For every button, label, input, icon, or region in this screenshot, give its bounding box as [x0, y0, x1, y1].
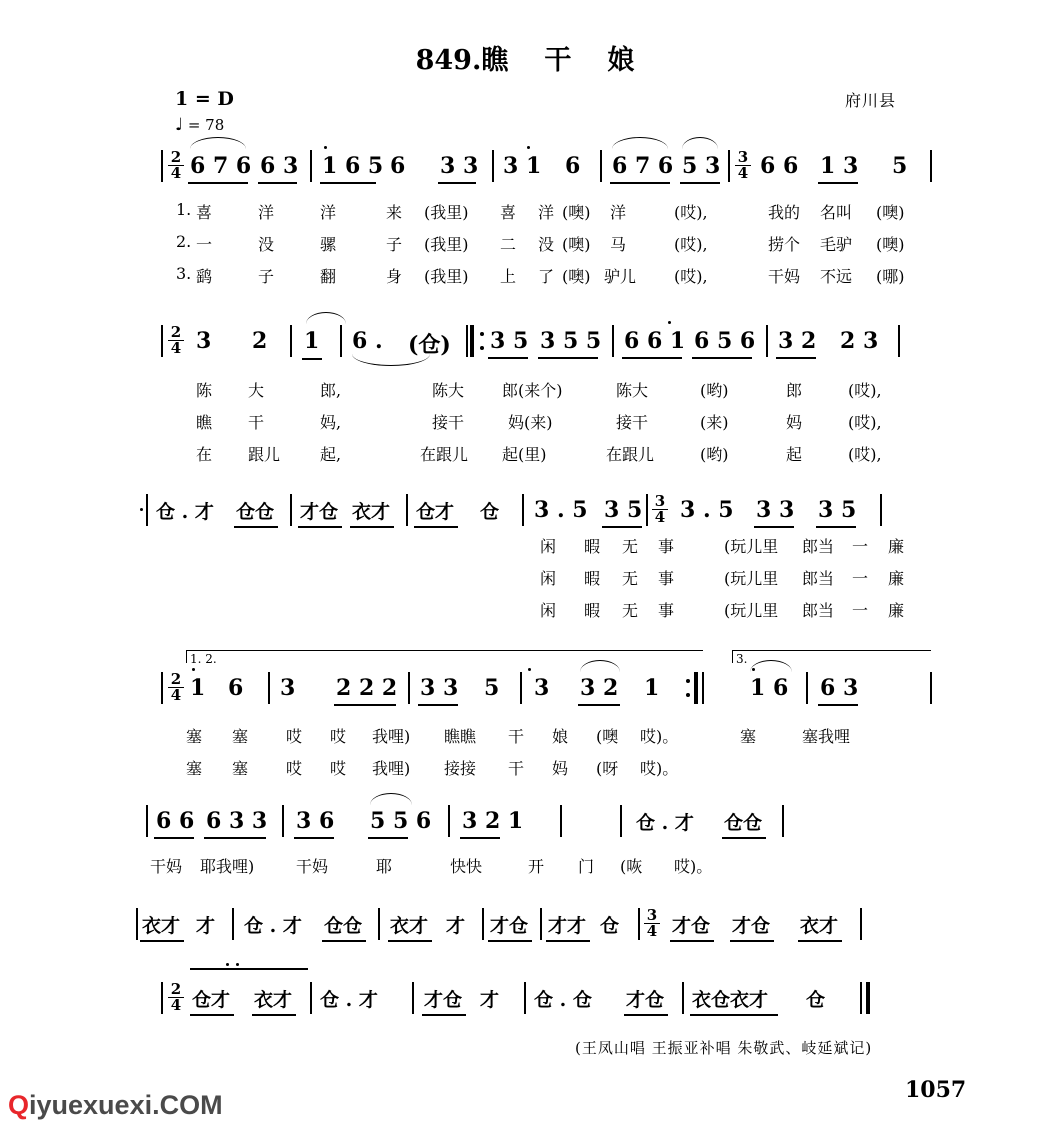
lyric-syllable: 陈大 — [616, 381, 649, 400]
percussion-group: 才仓 — [300, 501, 339, 523]
time-signature-2-4-s1: 2 4 — [168, 150, 184, 181]
barline — [620, 805, 622, 837]
lyric-syllable: 塞 — [232, 727, 249, 746]
note-group: 1 — [644, 675, 660, 701]
watermark-q: Q — [8, 1090, 30, 1120]
lyric-syllable: 洋 — [320, 203, 337, 222]
barline — [728, 150, 730, 182]
lyric-syllable: 廉 — [888, 601, 905, 620]
lyric-syllable: 无 — [622, 537, 639, 556]
note-group: 6 5 6 — [694, 328, 756, 354]
note-group: 3 . 5 — [680, 497, 734, 523]
tempo-value: = 78 — [187, 116, 225, 134]
lyric-syllable: 郎当 — [802, 601, 835, 620]
lyric-syllable: 干 — [508, 727, 525, 746]
note-group: 3 5 — [818, 497, 857, 523]
lyric-syllable: 郎, — [320, 381, 342, 400]
lyric-syllable: 一 — [852, 537, 869, 556]
lyric-syllable: 洋 — [538, 203, 555, 222]
lyric-syllable: 在 — [196, 445, 213, 464]
note-group: 1 6 — [750, 675, 789, 701]
lyric-syllable: (噢 — [596, 727, 619, 746]
percussion-group: 仓仓 — [236, 501, 275, 523]
barline — [290, 494, 292, 526]
volta-label-3: 3. — [736, 652, 748, 666]
percussion-group: 才仓 — [732, 915, 771, 937]
lyric-syllable: 子 — [258, 267, 275, 286]
barline — [540, 908, 542, 940]
lyric-syllable: 我哩) — [372, 727, 411, 746]
lyric-syllable: 无 — [622, 569, 639, 588]
lyric-syllable: 事 — [658, 537, 675, 556]
percussion-group: 仓才 — [192, 989, 231, 1011]
percussion-group: 才仓 — [626, 989, 665, 1011]
lyric-syllable: (玩儿里 — [724, 569, 779, 588]
lyric-syllable: 哎 — [330, 759, 347, 778]
note-group: 6 3 3 — [206, 808, 268, 834]
barline — [880, 494, 882, 526]
note-group: 3 3 — [440, 153, 479, 179]
lyric-syllable: 鹞 — [196, 267, 213, 286]
lyric-syllable: 起 — [786, 445, 803, 464]
time-signature-2-4-s2: 2 4 — [168, 325, 184, 356]
lyric-syllable: (咴 — [620, 857, 643, 876]
title-char-3: 娘 — [607, 45, 637, 76]
lyric-syllable: (噢) — [562, 235, 591, 254]
barline — [161, 982, 163, 1014]
barline — [930, 672, 932, 704]
lyric-line-number: 2. — [176, 232, 192, 251]
percussion-group: 才 — [446, 915, 466, 937]
note-group: (仓) — [408, 332, 451, 358]
volta-label-1-2: 1. 2. — [190, 652, 217, 666]
percussion-group: 才仓 — [424, 989, 463, 1011]
barline — [146, 494, 148, 526]
note-group: 2 2 2 — [336, 675, 398, 701]
note-group: 6 3 — [260, 153, 299, 179]
note-group: 1 — [190, 675, 206, 701]
lyric-syllable: (噢) — [876, 235, 905, 254]
barline — [482, 908, 484, 940]
barline — [146, 805, 148, 837]
lyric-syllable: 起, — [320, 445, 342, 464]
barline — [806, 672, 808, 704]
lyric-syllable: 不远 — [820, 267, 853, 286]
lyric-syllable: 开 — [528, 857, 545, 876]
lyric-syllable: 干 — [248, 413, 265, 432]
title-number: 849. — [415, 45, 482, 76]
percussion-group: 仓 . 才 — [636, 812, 694, 834]
lyric-syllable: 一 — [852, 569, 869, 588]
barline — [524, 982, 526, 1014]
lyric-syllable: (我里) — [424, 203, 469, 222]
percussion-group: 仓 — [600, 915, 620, 937]
barline — [136, 908, 138, 940]
percussion-group: 仓 . 才 — [156, 501, 214, 523]
page-number: 1057 — [905, 1077, 967, 1103]
barline — [766, 325, 768, 357]
lyric-syllable: 郎当 — [802, 569, 835, 588]
lyric-syllable: 来 — [386, 203, 403, 222]
barline — [860, 908, 862, 940]
lyric-syllable: 跟儿 — [248, 445, 281, 464]
percussion-group: 仓 . 仓 — [534, 989, 592, 1011]
lyric-syllable: 无 — [622, 601, 639, 620]
percussion-group: 衣仓衣才 — [692, 989, 769, 1011]
lyric-syllable: 闲 — [540, 601, 557, 620]
title-char-1: 瞧 — [481, 45, 511, 76]
percussion-group: 衣才 — [390, 915, 429, 937]
note-group: 5 3 — [682, 153, 721, 179]
lyric-syllable: 我哩) — [372, 759, 411, 778]
barline — [161, 325, 163, 357]
lyric-syllable: 妈(来) — [508, 413, 553, 432]
key-signature: 1 = D — [175, 88, 234, 110]
time-signature-3-4-s1: 3 4 — [735, 150, 751, 181]
percussion-group: 仓仓 — [324, 915, 363, 937]
barline — [412, 982, 414, 1014]
note-group: 3 5 — [604, 497, 643, 523]
lyric-syllable: 哎 — [286, 759, 303, 778]
lyric-syllable: 门 — [578, 857, 595, 876]
lyric-line-number: 3. — [176, 264, 192, 283]
percussion-group: 才仓 — [490, 915, 529, 937]
lyric-syllable: 耶我哩) — [200, 857, 255, 876]
lyric-syllable: 一 — [196, 235, 213, 254]
percussion-group: 仓 — [806, 989, 826, 1011]
barline — [310, 150, 312, 182]
note-group: 3 6 — [296, 808, 335, 834]
lyric-syllable: 起(里) — [502, 445, 547, 464]
title-char-2: 干 — [544, 45, 574, 76]
lyric-syllable: 塞 — [740, 727, 757, 746]
barline — [406, 494, 408, 526]
lyric-syllable: 闲 — [540, 537, 557, 556]
lyric-syllable: (噢) — [876, 203, 905, 222]
lyric-syllable: 没 — [538, 235, 555, 254]
lyric-syllable: 哎)。 — [640, 727, 679, 746]
page-title — [0, 38, 1052, 77]
barline — [290, 325, 292, 357]
lyric-syllable: 喜 — [500, 203, 517, 222]
credit-line: (王凤山唱 王振亚补唱 朱敬武、岐延斌记) — [575, 1039, 873, 1057]
note-group: 1 — [304, 328, 320, 354]
barline — [408, 672, 410, 704]
lyric-syllable: (我里) — [424, 235, 469, 254]
note-group: 3 2 — [778, 328, 817, 354]
lyric-syllable: (噢) — [562, 203, 591, 222]
note-group: 6 — [390, 153, 406, 179]
lyric-syllable: 子 — [386, 235, 403, 254]
lyric-syllable: 在跟儿 — [606, 445, 655, 464]
lyric-syllable: 骡 — [320, 235, 337, 254]
lyric-syllable: 瞧瞧 — [444, 727, 477, 746]
percussion-group: 才仓 — [672, 915, 711, 937]
lyric-syllable: 捞个 — [768, 235, 801, 254]
lyric-syllable: 喜 — [196, 203, 213, 222]
note-group: 2 — [252, 328, 268, 354]
watermark — [8, 1090, 223, 1121]
note-group: 6 — [565, 153, 581, 179]
lyric-syllable: 哎 — [286, 727, 303, 746]
note-group: 2 3 — [840, 328, 879, 354]
barline — [646, 494, 648, 526]
note-group: 3 1 — [503, 153, 542, 179]
lyric-syllable: 妈 — [552, 759, 569, 778]
lyric-syllable: (哟) — [700, 381, 729, 400]
lyric-syllable: 郎当 — [802, 537, 835, 556]
percussion-group: 才才 — [548, 915, 587, 937]
barline — [448, 805, 450, 837]
lyric-syllable: 哎)。 — [640, 759, 679, 778]
lyric-syllable: 接接 — [444, 759, 477, 778]
lyric-syllable: 陈大 — [432, 381, 465, 400]
lyric-syllable: (呀 — [596, 759, 619, 778]
time-signature-3-4-s6: 3 4 — [644, 908, 660, 939]
lyric-syllable: (哎), — [848, 381, 882, 400]
lyric-syllable: (哎), — [674, 235, 708, 254]
lyric-syllable: 塞 — [186, 759, 203, 778]
note-group: 6 3 — [820, 675, 859, 701]
lyric-syllable: 我的 — [768, 203, 801, 222]
lyric-syllable: 身 — [386, 267, 403, 286]
lyric-syllable: 瞧 — [196, 413, 213, 432]
lyric-syllable: 接干 — [616, 413, 649, 432]
percussion-group: 衣才 — [142, 915, 181, 937]
lyric-syllable: (哎), — [674, 203, 708, 222]
percussion-group: 仓 — [480, 501, 500, 523]
lyric-syllable: 暇 — [584, 569, 601, 588]
lyric-syllable: 郎 — [786, 381, 803, 400]
lyric-syllable: 郎(来个) — [502, 381, 563, 400]
barline — [492, 150, 494, 182]
note-group: 3 — [196, 328, 212, 354]
lyric-syllable: 廉 — [888, 569, 905, 588]
lyric-syllable: 没 — [258, 235, 275, 254]
lyric-syllable: 干 — [508, 759, 525, 778]
lyric-syllable: (玩儿里 — [724, 537, 779, 556]
barline — [520, 672, 522, 704]
percussion-group: 仓 . 才 — [244, 915, 302, 937]
barline — [522, 494, 524, 526]
barline — [310, 982, 312, 1014]
barline — [898, 325, 900, 357]
note-group: 6 6 1 — [624, 328, 686, 354]
time-signature-2-4-s7: 2 4 — [168, 982, 184, 1013]
lyric-syllable: (哎), — [674, 267, 708, 286]
barline — [161, 150, 163, 182]
volta-bracket-1-2 — [186, 650, 703, 663]
barline — [161, 672, 163, 704]
lyric-syllable: 二 — [500, 235, 517, 254]
lyric-syllable: 大 — [248, 381, 265, 400]
lyric-syllable: 暇 — [584, 601, 601, 620]
note-group: 3 2 — [580, 675, 619, 701]
watermark-text: iyuexuexi.COM — [29, 1090, 223, 1120]
lyric-syllable: 塞 — [186, 727, 203, 746]
lyric-syllable: 翻 — [320, 267, 337, 286]
note-group: 3 5 5 — [540, 328, 602, 354]
barline — [782, 805, 784, 837]
note-group: 1 6 5 — [322, 153, 384, 179]
time-signature-3-4-s3: 3 4 — [652, 494, 668, 525]
note-group: 3 — [534, 675, 550, 701]
lyric-syllable: 快快 — [450, 857, 483, 876]
barline — [560, 805, 562, 837]
note-group: 6 7 6 — [190, 153, 252, 179]
lyric-syllable: 妈, — [320, 413, 342, 432]
barline — [268, 672, 270, 704]
lyric-syllable: (哪) — [876, 267, 905, 286]
lyric-syllable: 驴儿 — [604, 267, 637, 286]
lyric-syllable: 了 — [538, 267, 555, 286]
percussion-group: 衣才 — [352, 501, 391, 523]
lyric-syllable: 干妈 — [768, 267, 801, 286]
barline — [930, 150, 932, 182]
note-group: 5 5 6 — [370, 808, 432, 834]
lyric-syllable: 妈 — [786, 413, 803, 432]
note-group: 6 7 6 — [612, 153, 674, 179]
note-group: 3 3 — [420, 675, 459, 701]
note-group: 6 — [228, 675, 244, 701]
lyric-syllable: 陈 — [196, 381, 213, 400]
barline — [282, 805, 284, 837]
lyric-syllable: 事 — [658, 601, 675, 620]
barline — [682, 982, 684, 1014]
time-signature-2-4-s4: 2 4 — [168, 672, 184, 703]
percussion-group: 仓仓 — [724, 812, 763, 834]
lyric-syllable: (哎), — [848, 413, 882, 432]
note-group: 6 6 — [156, 808, 195, 834]
lyric-syllable: 毛驴 — [820, 235, 853, 254]
lyric-syllable: 干妈 — [150, 857, 183, 876]
lyric-syllable: (来) — [700, 413, 729, 432]
lyric-syllable: 暇 — [584, 537, 601, 556]
lyric-syllable: (哟) — [700, 445, 729, 464]
lyric-syllable: 一 — [852, 601, 869, 620]
barline — [638, 908, 640, 940]
lyric-syllable: 耶 — [376, 857, 393, 876]
lyric-syllable: 娘 — [552, 727, 569, 746]
lyric-syllable: 事 — [658, 569, 675, 588]
percussion-group: 衣才 — [254, 989, 293, 1011]
lyric-syllable: 塞我哩 — [802, 727, 851, 746]
note-group: 6 6 — [760, 153, 799, 179]
note-group: 3 3 — [756, 497, 795, 523]
lyric-syllable: (玩儿里 — [724, 601, 779, 620]
lyric-line-number: 1. — [176, 200, 192, 219]
lyric-syllable: 廉 — [888, 537, 905, 556]
lyric-syllable: (哎), — [848, 445, 882, 464]
note-group: 3 — [280, 675, 296, 701]
lyric-syllable: 哎)。 — [674, 857, 713, 876]
barline — [340, 325, 342, 357]
note-group: 3 5 — [490, 328, 529, 354]
lyric-syllable: 接干 — [432, 413, 465, 432]
percussion-group: 才 — [196, 915, 216, 937]
lyric-syllable: (我里) — [424, 267, 469, 286]
lyric-syllable: 闲 — [540, 569, 557, 588]
quarter-note-icon: ♩ — [175, 115, 184, 135]
barline — [378, 908, 380, 940]
note-group: 6 . — [352, 328, 383, 354]
lyric-syllable: 洋 — [258, 203, 275, 222]
note-group: 3 2 1 — [462, 808, 524, 834]
percussion-group: 才 — [480, 989, 500, 1011]
percussion-group: 仓才 — [416, 501, 455, 523]
lyric-syllable: 在跟儿 — [420, 445, 469, 464]
lyric-syllable: 塞 — [232, 759, 249, 778]
barline — [232, 908, 234, 940]
note-group: 5 — [892, 153, 908, 179]
lyric-syllable: 干妈 — [296, 857, 329, 876]
lyric-syllable: 哎 — [330, 727, 347, 746]
percussion-group: 衣才 — [800, 915, 839, 937]
region-label: 府川县 — [845, 91, 897, 110]
lyric-syllable: 洋 — [610, 203, 627, 222]
note-group: 1 3 — [820, 153, 859, 179]
lyric-syllable: 名叫 — [820, 203, 853, 222]
percussion-group: 仓 . 才 — [320, 989, 378, 1011]
note-group: 3 . 5 — [534, 497, 588, 523]
lyric-syllable: (噢) — [562, 267, 591, 286]
barline — [600, 150, 602, 182]
barline — [612, 325, 614, 357]
lyric-syllable: 马 — [610, 235, 627, 254]
tempo-marking — [175, 115, 224, 135]
note-group: 5 — [484, 675, 500, 701]
lyric-syllable: 上 — [500, 267, 517, 286]
